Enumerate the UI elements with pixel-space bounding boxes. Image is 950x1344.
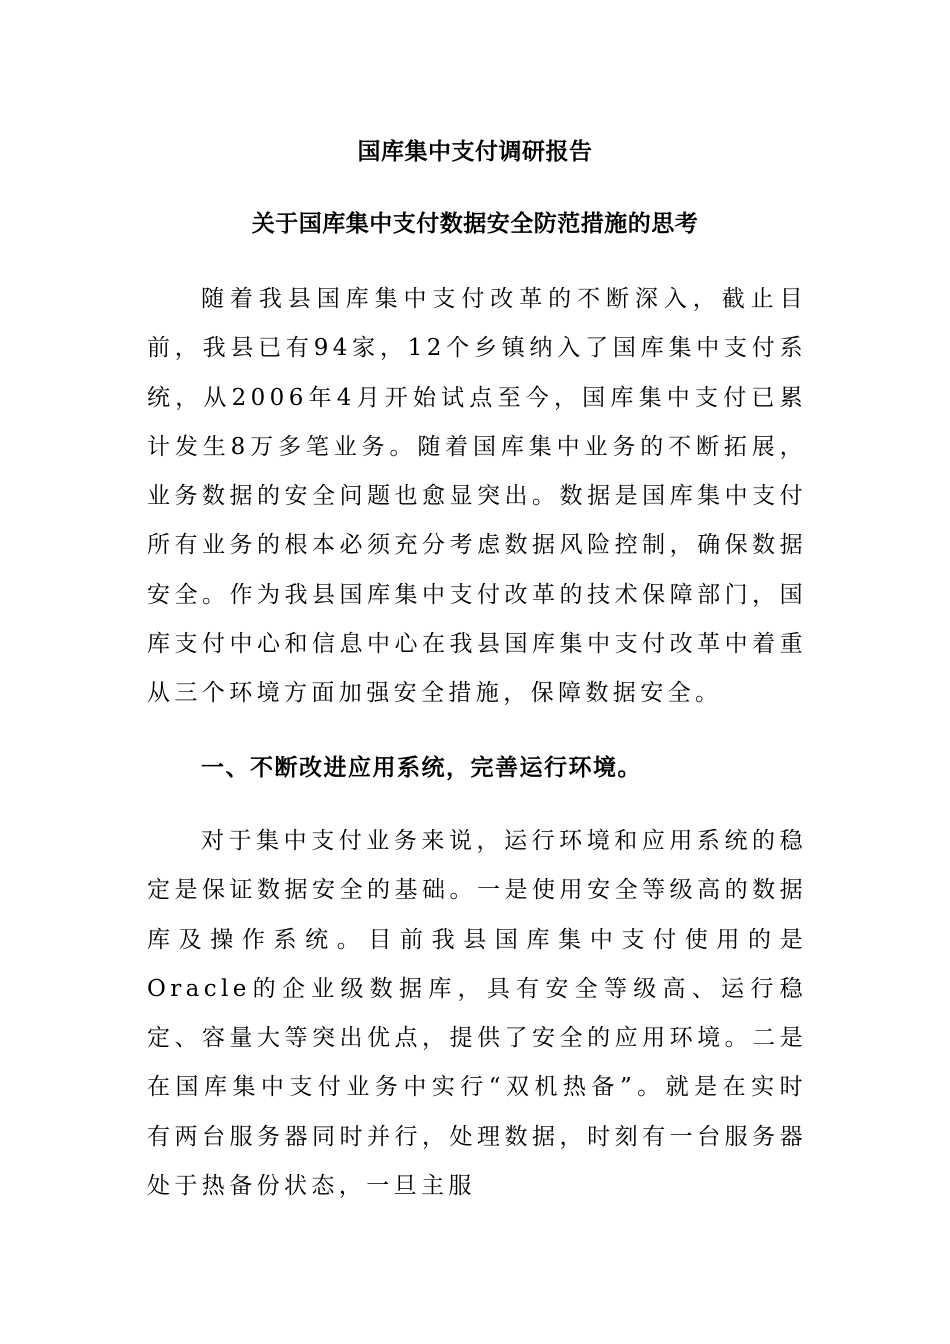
- body-paragraph-1: 随着我县国库集中支付改革的不断深入，截止目前，我县已有94家，12个乡镇纳入了国库集中支付系统，从2006年4月开始试点至今，国库集中支付已累计发生8万多笔业务。随着国库集中业务的不断拓展，业务数据的安全问题也愈显突出。数据是国库集中支付所有业务的根本必须充分考虑数据风险控制，确保数据安全。作为我县国库集中支付改革的技术保障部门，国库支付中心和信息中心在我县国库集中支付改革中着重从三个环境方面加强安全措施，保障数据安全。: [147, 286, 807, 707]
- document-title: 国库集中支付调研报告: [357, 138, 593, 165]
- section-heading-1: 一、不断改进应用系统，完善运行环境。: [201, 754, 642, 781]
- body-paragraph-2: 对于集中支付业务来说，运行环境和应用系统的稳定是保证数据安全的基础。一是使用安全等级高的数据库及操作系统。目前我县国库集中支付使用的是Oracle的企业级数据库，具有安全等级高、运行稳定、容量大等突出优点，提供了安全的应用环境。二是在国库集中支付业务中实行“双机热备”。就是在实时有两台服务器同时并行，处理数据，时刻有一台服务器处于热备份状态，一旦主服: [147, 828, 807, 1200]
- document-subtitle: 关于国库集中支付数据安全防范措施的思考: [251, 210, 699, 237]
